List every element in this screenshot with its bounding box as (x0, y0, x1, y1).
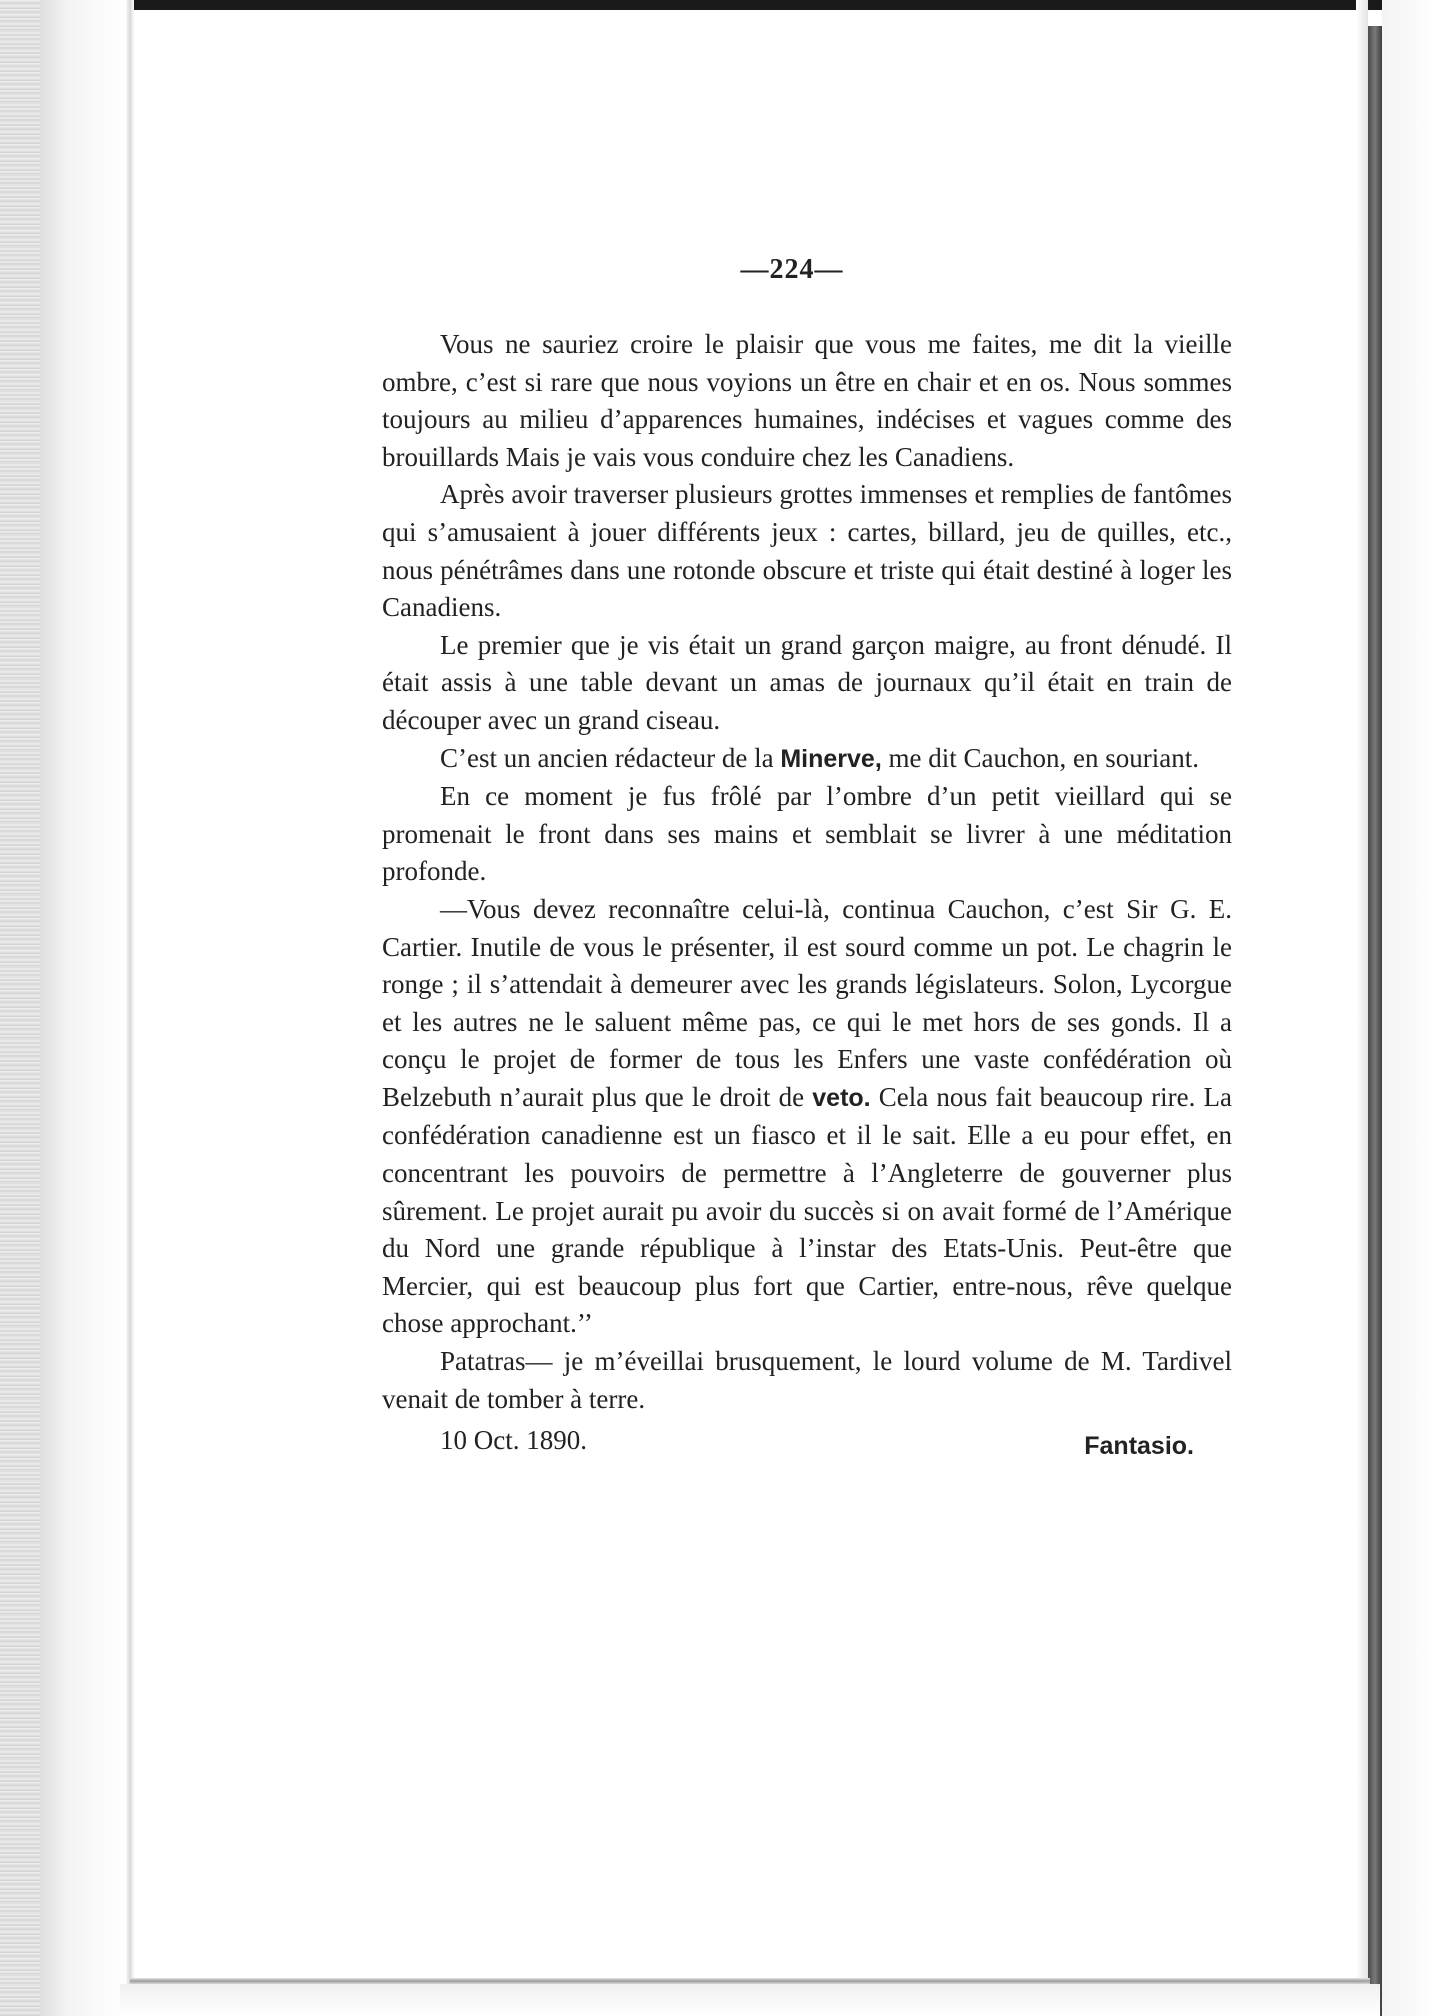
scan-top-border (0, 0, 1440, 10)
paragraph (382, 740, 1232, 779)
paragraph (382, 1343, 1232, 1418)
signoff-date: 10 Oct. 1890. (440, 1425, 587, 1456)
paragraph-text: Le premier que je vis était un grand garçon maigre, au front dénudé. Il était assis à une table devant un amas de journaux qu’il était en train de découper avec un grand ciseau. (382, 629, 1232, 735)
page-number: —224— (740, 254, 844, 285)
right-page-margin (1356, 0, 1368, 2016)
paragraph (382, 891, 1232, 1343)
signoff (382, 1422, 1232, 1462)
paragraph-text: Patatras— je m’éveillai brusquement, le lourd volume de M. Tardivel venait de tomber à terre. (382, 1346, 1232, 1414)
paragraph-text: Vous ne sauriez croire le plaisir que vous me faites, me dit la vieille ombre, c’est si rare que nous voyions un être en chair et en os. Nous sommes toujours au milieu d’apparences humaines, indécises et vagues comme des brouillards Mais je vais vous conduire chez les Canadiens. (382, 329, 1232, 472)
paragraph-text: —Vous devez reconnaître celui-là, continua Cauchon, c’est Sir G. E. Cartier. Inutile de vous le présenter, il est sourd comme un pot. Le chagrin le ronge ; il s’attendait à demeurer avec les grands législateurs. Solon, Lycorgue et les autres ne le saluent même pas, ce qui le met hors de ses gonds. Il a conçu le projet de former de tous les Enfers une vaste confédération où Belzebuth n’aurait plus que le droit de (382, 893, 1232, 1112)
paragraph-text: Cela nous fait beaucoup rire. La confédération canadienne est un fiasco et il le sait. Elle a eu pour effet, en concentrant les pouvoirs de permettre à l’Angleterre de gouverner plus sûrement. Le projet aurait pu avoir du succès si on avait formé de l’Amérique du Nord une grande république à l’instar des Etats-Unis. Peut-être que Mercier, qui est beaucoup plus fort que Cartier, entre-nous, rêve quelque chose approchant.’’ (382, 1081, 1232, 1339)
bold-term: veto. (812, 1083, 871, 1112)
gutter-shadow (40, 0, 130, 2016)
left-page-edge (126, 0, 134, 2016)
right-scan-margin (1382, 0, 1440, 2016)
book-binding-gutter (0, 0, 40, 2016)
right-book-edge (1368, 26, 1382, 2016)
paragraph-text: En ce moment je fus frôlé par l’ombre d’un petit vieillard qui se promenait le front dans ses mains et semblait se livrer à une méditation profonde. (382, 781, 1232, 887)
paragraph-text: me dit Cauchon, en souriant. (881, 742, 1199, 773)
bold-term: Minerve, (780, 744, 882, 773)
paragraph (382, 476, 1232, 626)
paragraph (382, 778, 1232, 891)
bottom-scan-margin (120, 1984, 1380, 2016)
paragraph-text: C’est un ancien rédacteur de la (440, 742, 781, 773)
body-paragraphs (382, 326, 1232, 1462)
paragraph (382, 627, 1232, 740)
paragraph-text: Après avoir traverser plusieurs grottes immenses et remplies de fantômes qui s’amusaient à jouer différents jeux : cartes, billard, jeu de quilles, etc., nous pénétrâmes dans une rotonde obscure et triste qui était destiné à loger les Canadiens. (382, 479, 1232, 623)
paragraph (382, 326, 1232, 476)
signoff-author: Fantasio. (1084, 1432, 1194, 1461)
